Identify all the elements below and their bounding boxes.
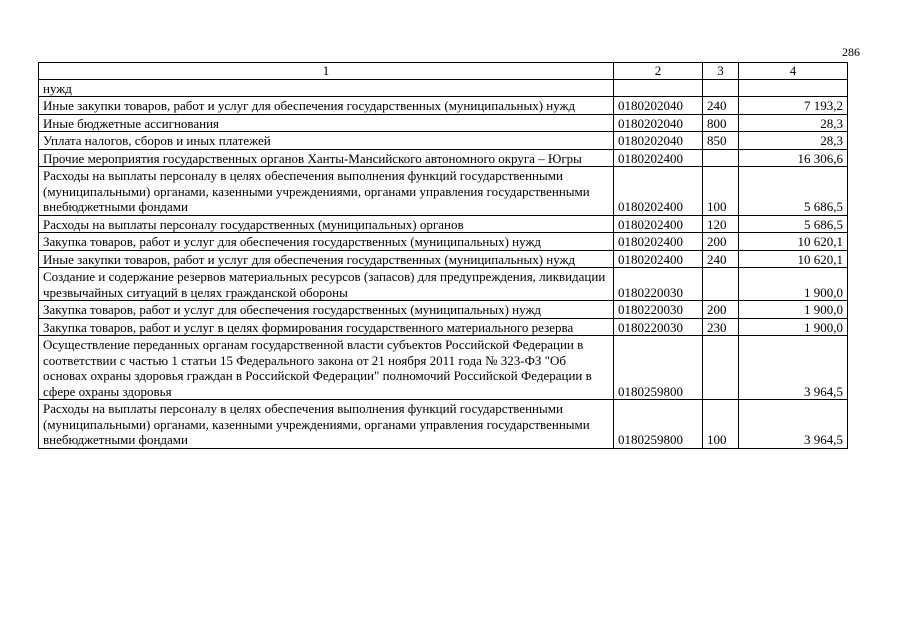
cell-code: 0180259800 (614, 336, 703, 400)
cell-sum: 10 620,1 (739, 233, 848, 251)
header-cell-code: 2 (614, 63, 703, 80)
cell-code: 0180220030 (614, 318, 703, 336)
table-header-row (39, 63, 848, 80)
cell-name: Закупка товаров, работ и услуг в целях формирования государственного материального резерва (39, 318, 614, 336)
table-row (39, 215, 848, 233)
cell-code: 0180202040 (614, 132, 703, 150)
table-row (39, 79, 848, 97)
table-row (39, 250, 848, 268)
cell-code: 0180202400 (614, 167, 703, 216)
cell-name: Осуществление переданных органам государственной власти субъектов Российской Федерации в соответствии с частью 1 статьи 15 Федерального закона от 21 ноября 2011 года № 323-ФЗ "Об основах охраны здоровья граждан в Российской Федерации" полномочий Российской Федерации в сфере охраны здоровья (39, 336, 614, 400)
table-row (39, 301, 848, 319)
cell-name: нужд (39, 79, 614, 97)
cell-name: Расходы на выплаты персоналу в целях обеспечения выполнения функций государственными (муниципальными) органами, казенными учреждениями, органами управления государственными внебюджетными фондами (39, 400, 614, 449)
cell-type (703, 79, 739, 97)
cell-sum: 16 306,6 (739, 149, 848, 167)
cell-sum: 10 620,1 (739, 250, 848, 268)
cell-sum: 1 900,0 (739, 318, 848, 336)
table-row (39, 97, 848, 115)
header-cell-name: 1 (39, 63, 614, 80)
cell-name: Расходы на выплаты персоналу в целях обеспечения выполнения функций государственными (муниципальными) органами, казенными учреждениями, органами управления государственными внебюджетными фондами (39, 167, 614, 216)
cell-name: Иные бюджетные ассигнования (39, 114, 614, 132)
table-row (39, 268, 848, 301)
cell-name: Иные закупки товаров, работ и услуг для обеспечения государственных (муниципальных) нужд (39, 250, 614, 268)
cell-type: 230 (703, 318, 739, 336)
cell-type: 800 (703, 114, 739, 132)
cell-type: 240 (703, 250, 739, 268)
cell-sum: 3 964,5 (739, 336, 848, 400)
cell-code: 0180202400 (614, 149, 703, 167)
cell-name: Уплата налогов, сборов и иных платежей (39, 132, 614, 150)
cell-name: Создание и содержание резервов материальных ресурсов (запасов) для предупреждения, ликвидации чрезвычайных ситуаций в целях гражданской обороны (39, 268, 614, 301)
header-cell-type: 3 (703, 63, 739, 80)
cell-name: Расходы на выплаты персоналу государственных (муниципальных) органов (39, 215, 614, 233)
budget-table (38, 62, 848, 449)
cell-code: 0180220030 (614, 268, 703, 301)
table-row (39, 114, 848, 132)
table-row (39, 318, 848, 336)
table-row (39, 132, 848, 150)
cell-code: 0180202400 (614, 233, 703, 251)
table-row (39, 336, 848, 400)
cell-sum: 1 900,0 (739, 301, 848, 319)
cell-code: 0180202400 (614, 250, 703, 268)
table-row (39, 400, 848, 449)
page-number: 286 (842, 45, 860, 59)
cell-sum (739, 79, 848, 97)
cell-type: 240 (703, 97, 739, 115)
cell-code: 0180202400 (614, 215, 703, 233)
cell-code: 0180259800 (614, 400, 703, 449)
table-row (39, 167, 848, 216)
cell-sum: 5 686,5 (739, 215, 848, 233)
cell-type: 100 (703, 167, 739, 216)
cell-type (703, 336, 739, 400)
cell-type (703, 268, 739, 301)
cell-code: 0180202040 (614, 97, 703, 115)
cell-type: 850 (703, 132, 739, 150)
cell-name: Прочие мероприятия государственных органов Ханты-Мансийского автономного округа – Югры (39, 149, 614, 167)
cell-code: 0180220030 (614, 301, 703, 319)
cell-sum: 28,3 (739, 132, 848, 150)
cell-name: Закупка товаров, работ и услуг для обеспечения государственных (муниципальных) нужд (39, 233, 614, 251)
cell-sum: 28,3 (739, 114, 848, 132)
cell-sum: 1 900,0 (739, 268, 848, 301)
cell-sum: 3 964,5 (739, 400, 848, 449)
cell-type: 200 (703, 233, 739, 251)
cell-code: 0180202040 (614, 114, 703, 132)
cell-name: Закупка товаров, работ и услуг для обеспечения государственных (муниципальных) нужд (39, 301, 614, 319)
table-row (39, 233, 848, 251)
cell-type: 100 (703, 400, 739, 449)
cell-type: 120 (703, 215, 739, 233)
cell-code (614, 79, 703, 97)
cell-type: 200 (703, 301, 739, 319)
cell-sum: 7 193,2 (739, 97, 848, 115)
table-row (39, 149, 848, 167)
cell-sum: 5 686,5 (739, 167, 848, 216)
header-cell-sum: 4 (739, 63, 848, 80)
cell-type (703, 149, 739, 167)
cell-name: Иные закупки товаров, работ и услуг для обеспечения государственных (муниципальных) нужд (39, 97, 614, 115)
